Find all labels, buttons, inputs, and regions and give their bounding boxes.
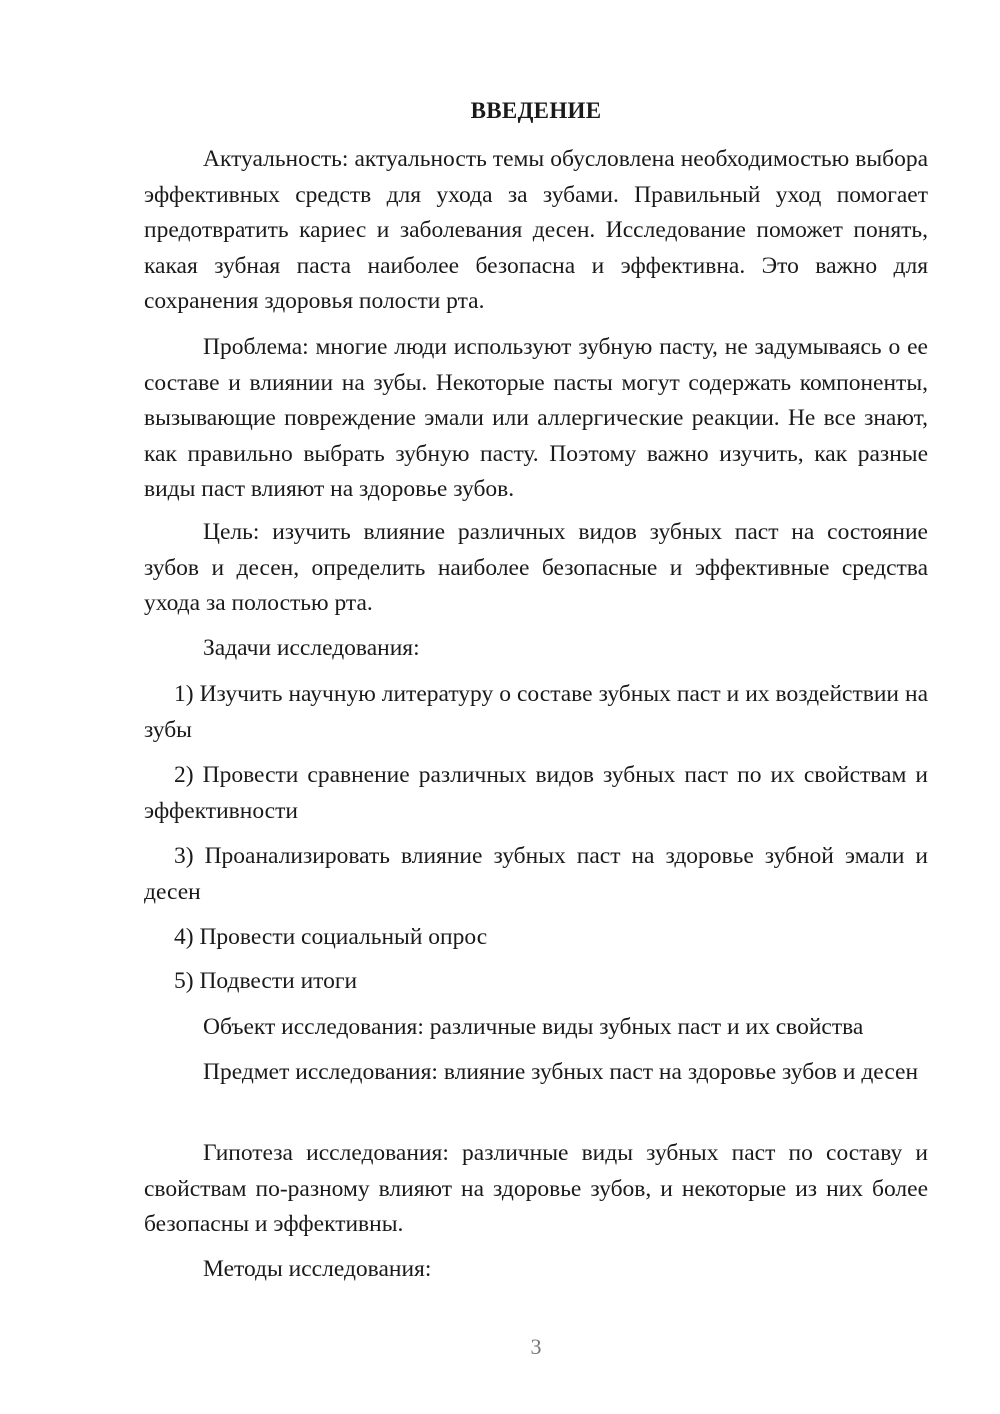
methods-heading: Методы исследования: [203,1256,432,1282]
task-item-4: 4) Провести социальный опрос [174,924,488,950]
problem-paragraph: Проблема: многие люди используют зубную пасту, не задумываясь о ее составе и влиянии на зубы. Некоторые пасты могут содержать компоненты, вызывающие повреждение эмали или аллергические реакции. Не все знают, как правильно выбрать зубную пасту. Поэтому важно изучить, как разные виды паст влияют на здоровье зубов. [144,334,928,502]
subject-paragraph: Предмет исследования: влияние зубных паст на здоровье зубов и десен [203,1059,919,1085]
task-item-1: 1) Изучить научную литературу о составе зубных паст и их воздействии на зубы [144,681,928,743]
tasks-heading: Задачи исследования: [203,635,420,661]
page-title: ВВЕДЕНИЕ [470,98,602,123]
hypothesis-paragraph: Гипотеза исследования: различные виды зубных паст по составу и свойствам по-разному влияют на здоровье зубов, и некоторые из них более безопасны и эффективны. [144,1140,928,1237]
task-item-2: 2) Провести сравнение различных видов зубных паст по их свойствам и эффективности [144,762,928,824]
task-item-5: 5) Подвести итоги [174,968,358,994]
goal-paragraph: Цель: изучить влияние различных видов зубных паст на состояние зубов и десен, определить наиболее безопасные и эффективные средства ухода за полостью рта. [144,519,928,616]
relevance-paragraph: Актуальность: актуальность темы обусловлена необходимостью выбора эффективных средств для ухода за зубами. Правильный уход помогает предотвратить кариес и заболевания десен. Исследование поможет понять, какая зубная паста наиболее безопасна и эффективна. Это важно для сохранения здоровья полости рта. [144,146,928,314]
task-item-3: 3) Проанализировать влияние зубных паст на здоровье зубной эмали и десен [144,843,928,905]
object-paragraph: Объект исследования: различные виды зубных паст и их свойства [203,1014,864,1040]
page-number: 3 [530,1334,542,1359]
